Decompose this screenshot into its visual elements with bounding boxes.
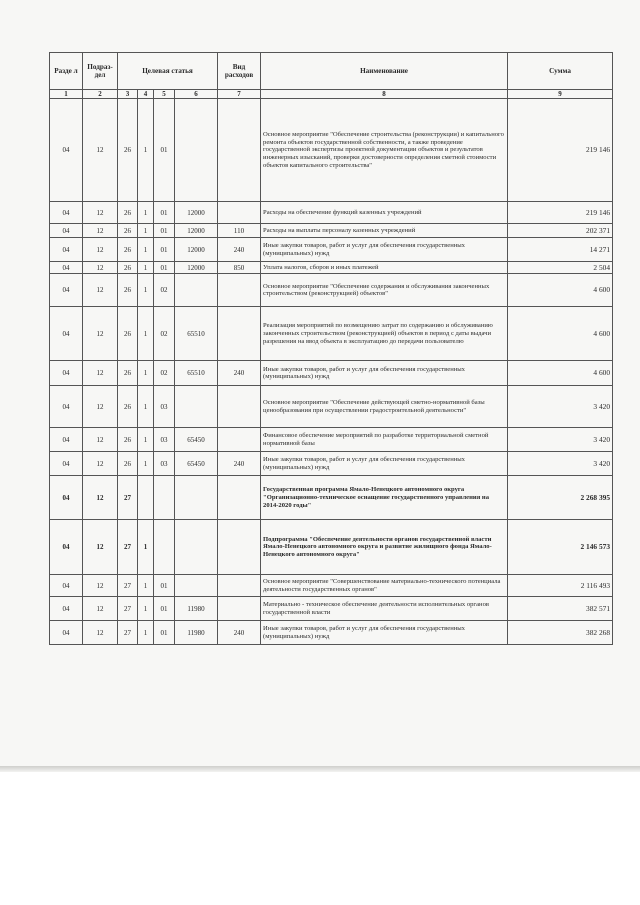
column-index-row [50,90,613,99]
razdel-cell: 04 [50,307,83,361]
name-cell: Расходы на обеспечение функций казенных учреждений [261,202,508,224]
sum-cell: 4 600 [508,307,613,361]
target-event-cell: 02 [154,307,175,361]
target-direction-cell: 11980 [175,597,218,621]
name-cell: Основное мероприятие "Обеспечение строительства (реконструкции) и капитального ремонта объектов государственной собственности, а также проведение государственной экспертизы проектной документации объектов и результатов инженерных изысканий, проверки достоверности определения сметной стоимости объектов капитального строительства" [261,99,508,202]
sum-cell: 3 420 [508,452,613,476]
razdel-cell: 04 [50,575,83,597]
name-cell: Иные закупки товаров, работ и услуг для обеспечения государственных (муниципальных) нужд [261,621,508,645]
podrazdel-cell: 12 [83,307,118,361]
razdel-cell: 04 [50,476,83,520]
podrazdel-cell: 12 [83,575,118,597]
podrazdel-cell: 12 [83,238,118,262]
razdel-cell: 04 [50,520,83,575]
podrazdel-cell: 12 [83,202,118,224]
name-cell: Основное мероприятие "Обеспечение содержания и обслуживания законченных строительством (реконструкцией) объектов" [261,274,508,307]
target-subprogram-cell: 1 [138,262,154,274]
target-event-cell: 02 [154,361,175,386]
sum-cell: 2 504 [508,262,613,274]
target-program-cell: 26 [118,452,138,476]
razdel-cell: 04 [50,238,83,262]
target-program-cell: 26 [118,386,138,428]
sum-cell: 4 600 [508,274,613,307]
target-program-cell: 26 [118,307,138,361]
target-program-cell: 27 [118,520,138,575]
target-event-cell: 03 [154,452,175,476]
name-cell: Основное мероприятие "Обеспечение действующей сметно-нормативной базы ценообразования при осуществлении градостроительной деятельности" [261,386,508,428]
target-program-cell: 26 [118,99,138,202]
name-cell: Финансовое обеспечение мероприятий по разработке территориальной сметной нормативной базы [261,428,508,452]
name-cell: Реализация мероприятий по возмещению затрат по содержанию и обслуживанию законченных строительством (реконструкцией) объектов в период с даты выдачи разрешения на ввод объекта в эксплуатацию до передачи пользователю [261,307,508,361]
table-body [50,99,613,645]
target-subprogram-cell: 1 [138,274,154,307]
expense-type-cell [218,520,261,575]
podrazdel-cell: 12 [83,386,118,428]
expense-type-cell [218,476,261,520]
table-row [50,99,613,202]
table-row [50,386,613,428]
target-direction-cell: 12000 [175,238,218,262]
index-cell: 4 [138,90,154,99]
razdel-cell: 04 [50,202,83,224]
sum-cell: 2 146 573 [508,520,613,575]
name-cell: Материально - техническое обеспечение деятельности исполнительных органов государственной власти [261,597,508,621]
target-event-cell: 03 [154,386,175,428]
razdel-cell: 04 [50,452,83,476]
target-program-cell: 26 [118,224,138,238]
header-podrazdel: Подраз- дел [83,53,118,90]
target-event-cell: 01 [154,575,175,597]
podrazdel-cell: 12 [83,621,118,645]
target-direction-cell: 65510 [175,361,218,386]
expense-type-cell: 850 [218,262,261,274]
podrazdel-cell: 12 [83,224,118,238]
sum-cell: 2 268 395 [508,476,613,520]
target-subprogram-cell: 1 [138,575,154,597]
target-direction-cell: 65450 [175,428,218,452]
target-subprogram-cell: 1 [138,621,154,645]
target-direction-cell: 12000 [175,262,218,274]
table-row [50,597,613,621]
index-cell: 3 [118,90,138,99]
expense-type-cell: 240 [218,452,261,476]
table-row [50,520,613,575]
target-event-cell: 01 [154,597,175,621]
podrazdel-cell: 12 [83,262,118,274]
target-program-cell: 27 [118,575,138,597]
target-subprogram-cell: 1 [138,361,154,386]
target-event-cell: 01 [154,202,175,224]
sum-cell: 14 271 [508,238,613,262]
table-row [50,452,613,476]
table-row [50,361,613,386]
name-cell: Иные закупки товаров, работ и услуг для обеспечения государственных (муниципальных) нужд [261,238,508,262]
name-cell: Государственная программа Ямало-Ненецкого автономного округа "Организационно-техническое оснащение государственного управления на 2014-2020 годы" [261,476,508,520]
index-cell: 7 [218,90,261,99]
table-row [50,274,613,307]
target-subprogram-cell: 1 [138,520,154,575]
target-subprogram-cell: 1 [138,307,154,361]
target-direction-cell [175,274,218,307]
target-direction-cell: 11980 [175,621,218,645]
expense-type-cell [218,274,261,307]
razdel-cell: 04 [50,621,83,645]
target-event-cell: 01 [154,224,175,238]
table-row [50,621,613,645]
table-header-row [50,53,613,90]
target-direction-cell: 65450 [175,452,218,476]
table-row [50,224,613,238]
target-event-cell: 02 [154,274,175,307]
sum-cell: 3 420 [508,386,613,428]
index-cell: 5 [154,90,175,99]
razdel-cell: 04 [50,597,83,621]
target-subprogram-cell: 1 [138,452,154,476]
target-event-cell: 01 [154,238,175,262]
target-subprogram-cell [138,476,154,520]
target-direction-cell [175,99,218,202]
expense-type-cell [218,386,261,428]
podrazdel-cell: 12 [83,476,118,520]
index-cell: 8 [261,90,508,99]
expense-type-cell [218,99,261,202]
name-cell: Иные закупки товаров, работ и услуг для обеспечения государственных (муниципальных) нужд [261,361,508,386]
sum-cell: 202 371 [508,224,613,238]
sum-cell: 219 146 [508,99,613,202]
razdel-cell: 04 [50,274,83,307]
table-row [50,476,613,520]
index-cell: 1 [50,90,83,99]
budget-table [49,52,613,645]
expense-type-cell: 240 [218,361,261,386]
target-program-cell: 26 [118,262,138,274]
podrazdel-cell: 12 [83,274,118,307]
target-direction-cell: 12000 [175,202,218,224]
target-program-cell: 26 [118,202,138,224]
razdel-cell: 04 [50,361,83,386]
target-event-cell: 01 [154,99,175,202]
target-subprogram-cell: 1 [138,202,154,224]
expense-type-cell: 110 [218,224,261,238]
target-direction-cell: 12000 [175,224,218,238]
target-direction-cell [175,520,218,575]
table-row [50,202,613,224]
target-subprogram-cell: 1 [138,386,154,428]
index-cell: 9 [508,90,613,99]
header-vid: Вид расходов [218,53,261,90]
target-direction-cell [175,386,218,428]
name-cell: Иные закупки товаров, работ и услуг для обеспечения государственных (муниципальных) нужд [261,452,508,476]
header-target: Целевая статья [118,53,218,90]
index-cell: 2 [83,90,118,99]
sum-cell: 3 420 [508,428,613,452]
table-row [50,262,613,274]
target-event-cell [154,520,175,575]
header-sum: Сумма [508,53,613,90]
podrazdel-cell: 12 [83,597,118,621]
expense-type-cell [218,428,261,452]
target-direction-cell: 65510 [175,307,218,361]
table-row [50,428,613,452]
razdel-cell: 04 [50,99,83,202]
index-cell: 6 [175,90,218,99]
scan-edge [0,766,640,772]
target-program-cell: 26 [118,238,138,262]
razdel-cell: 04 [50,262,83,274]
podrazdel-cell: 12 [83,520,118,575]
sum-cell: 382 571 [508,597,613,621]
razdel-cell: 04 [50,428,83,452]
target-program-cell: 26 [118,274,138,307]
target-subprogram-cell: 1 [138,224,154,238]
target-program-cell: 27 [118,621,138,645]
target-subprogram-cell: 1 [138,238,154,262]
target-direction-cell [175,476,218,520]
name-cell: Уплата налогов, сборов и иных платежей [261,262,508,274]
sum-cell: 4 600 [508,361,613,386]
target-subprogram-cell: 1 [138,99,154,202]
target-program-cell: 26 [118,428,138,452]
target-event-cell: 03 [154,428,175,452]
target-event-cell [154,476,175,520]
sum-cell: 2 116 493 [508,575,613,597]
header-name: Наименование [261,53,508,90]
expense-type-cell: 240 [218,238,261,262]
target-event-cell: 01 [154,262,175,274]
sum-cell: 219 146 [508,202,613,224]
podrazdel-cell: 12 [83,428,118,452]
table-row [50,307,613,361]
name-cell: Расходы на выплаты персоналу казенных учреждений [261,224,508,238]
podrazdel-cell: 12 [83,361,118,386]
podrazdel-cell: 12 [83,452,118,476]
target-event-cell: 01 [154,621,175,645]
target-subprogram-cell: 1 [138,597,154,621]
razdel-cell: 04 [50,224,83,238]
target-direction-cell [175,575,218,597]
expense-type-cell [218,575,261,597]
expense-type-cell [218,597,261,621]
target-program-cell: 27 [118,476,138,520]
target-program-cell: 26 [118,361,138,386]
sum-cell: 382 268 [508,621,613,645]
target-program-cell: 27 [118,597,138,621]
expense-type-cell: 240 [218,621,261,645]
podrazdel-cell: 12 [83,99,118,202]
name-cell: Подпрограмма "Обеспечение деятельности органов государственной власти Ямало-Ненецкого автономного округа и развитие жилищного фонда Ямало-Ненецкого автономного округа" [261,520,508,575]
table-row [50,575,613,597]
name-cell: Основное мероприятие "Совершенствование материально-технического потенциала деятельности государственных органов" [261,575,508,597]
expense-type-cell [218,307,261,361]
expense-type-cell [218,202,261,224]
target-subprogram-cell: 1 [138,428,154,452]
header-razdel: Разде л [50,53,83,90]
razdel-cell: 04 [50,386,83,428]
table-row [50,238,613,262]
